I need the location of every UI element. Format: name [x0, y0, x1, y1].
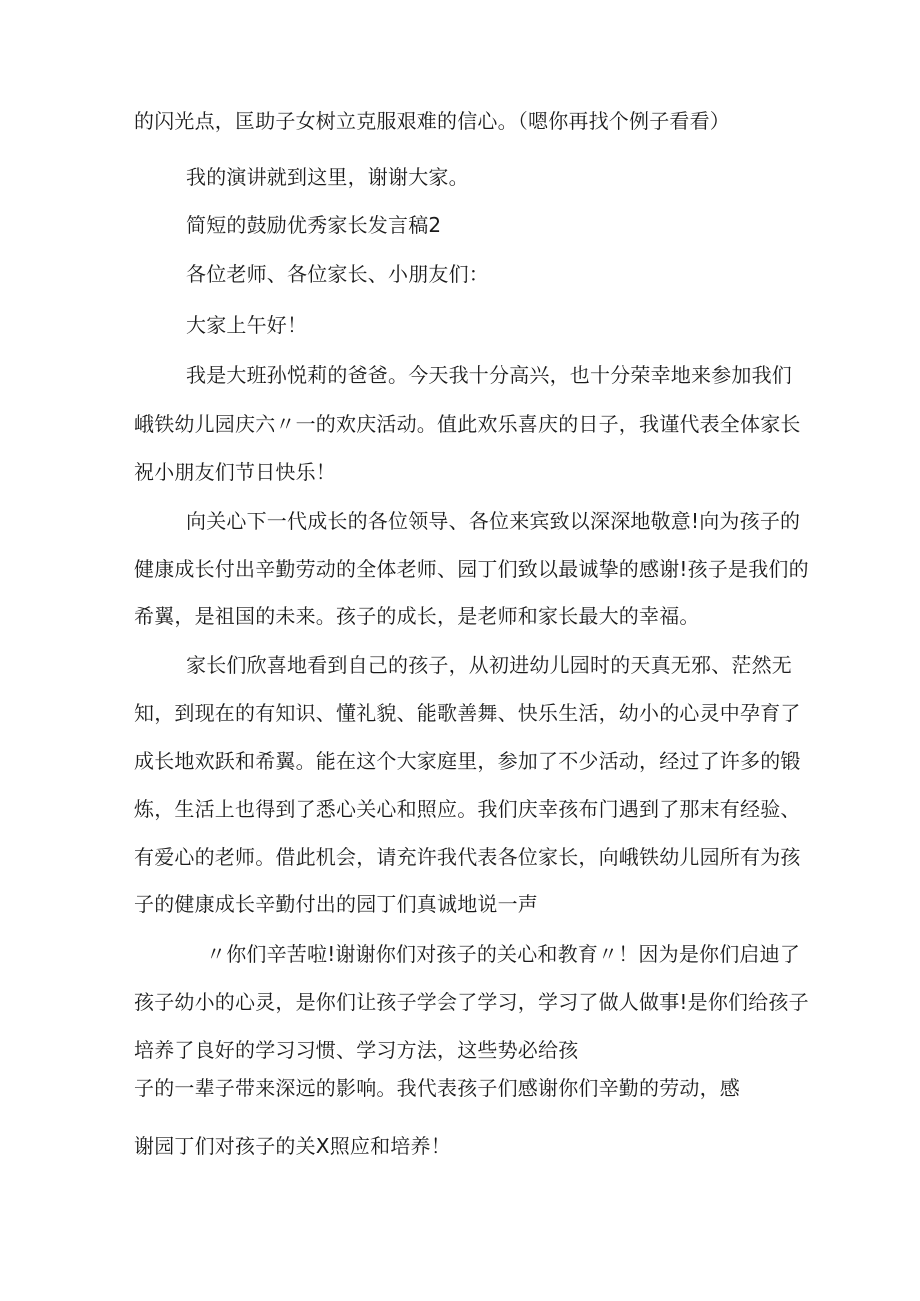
text-line: 健康成长付出辛勤劳动的全体老师、园丁们致以最诚挚的感谢!孩子是我们的: [134, 557, 809, 581]
text-line: 谢园丁们对孩子的关X照应和培养！: [134, 1134, 451, 1158]
text-line: 知，到现在的有知识、懂礼貌、能歌善舞、快乐生活，幼小的心灵中孕育了: [134, 701, 801, 725]
greeting: 大家上午好！: [186, 313, 308, 337]
text-line: 向关心下一代成长的各位领导、各位来宾致以深深地敬意!向为孩子的: [186, 509, 801, 533]
text-line: 〃你们辛苦啦!谢谢你们对孩子的关心和教育〃！因为是你们启迪了: [206, 942, 801, 966]
text-line: 的闪光点，匡助子女树立克服艰难的信心。（嗯你再找个例子看看）: [134, 109, 730, 133]
section-title: 简短的鼓励优秀家长发言稿2: [186, 213, 442, 237]
text-line: 培养了良好的学习习惯、学习方法，这些势必给孩: [134, 1038, 579, 1062]
text-line: 峨铁幼儿园庆六〃一的欢庆活动。值此欢乐喜庆的日子，我谨代表全体家长: [134, 412, 801, 436]
text-line: 希翼，是祖国的未来。孩子的成长，是老师和家长最大的幸福。: [134, 604, 700, 628]
text-line: 家长们欣喜地看到自己的孩子，从初进幼儿园时的天真无邪、茫然无: [186, 653, 792, 677]
text-line: 炼，生活上也得到了悉心关心和照应。我们庆幸孩布门遇到了那末有经验、: [134, 797, 801, 821]
text-line: 成长地欢跃和希翼。能在这个大家庭里，参加了不少活动，经过了许多的锻: [134, 749, 801, 773]
text-line: 孩子幼小的心灵，是你们让孩子学会了学习，学习了做人做事!是你们给孩子: [134, 990, 809, 1014]
text-line: 子的健康成长辛勤付出的园丁们真诚地说一声: [134, 892, 538, 916]
text-line: 有爱心的老师。借此机会，请充许我代表各位家长，向峨铁幼儿园所有为孩: [134, 845, 801, 869]
text-line: 子的一辈子带来深远的影响。我代表孩子们感谢你们辛勤的劳动，感: [134, 1076, 740, 1100]
text-line: 我是大班孙悦莉的爸爸。今天我十分高兴，也十分荣幸地来参加我们: [186, 363, 792, 387]
text-line: 祝小朋友们节日快乐！: [134, 460, 336, 484]
text-line: 我的演讲就到这里，谢谢大家。: [186, 165, 469, 189]
salutation: 各位老师、各位家长、小朋友们：: [186, 262, 489, 286]
